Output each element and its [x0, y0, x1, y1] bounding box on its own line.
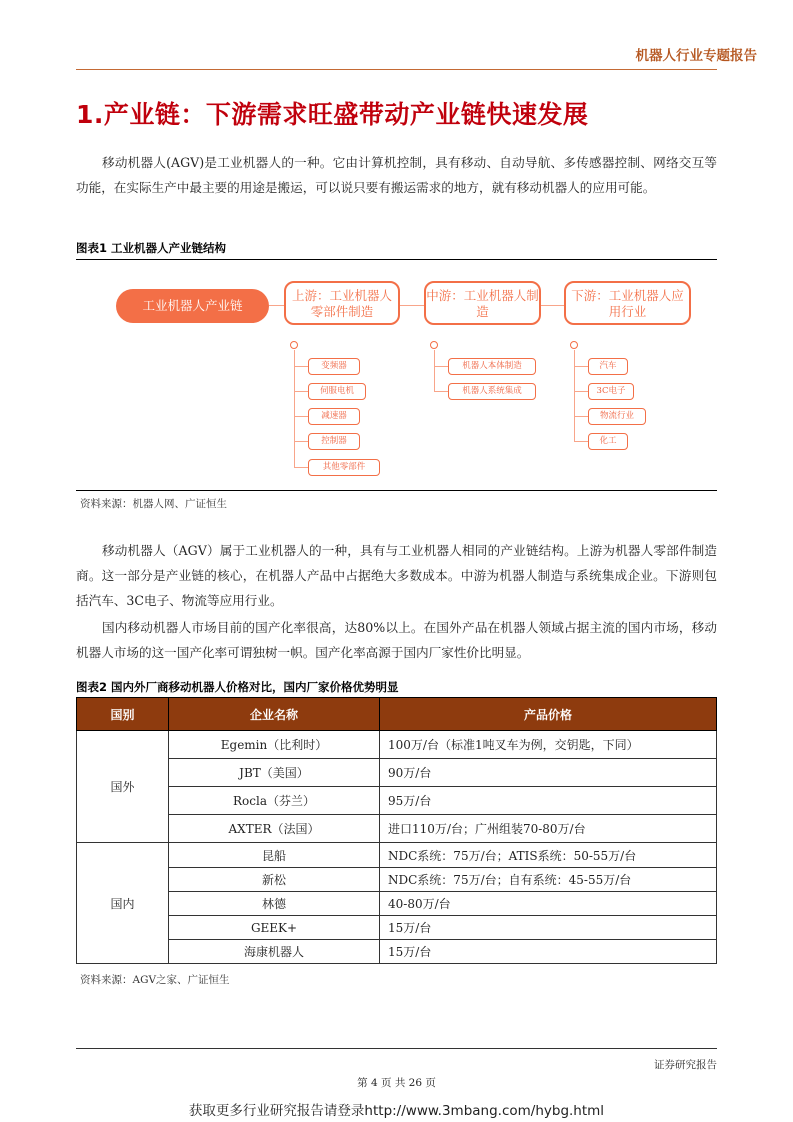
figure1-source: 资料来源：机器人网、广证恒生 [80, 498, 227, 510]
figure1-top-rule [76, 259, 717, 260]
header-price: 产品价格 [380, 698, 717, 731]
company-cell: 林德 [169, 892, 380, 916]
downstream-item: 化工 [588, 433, 628, 450]
price-cell: 15万/台 [380, 940, 717, 964]
branch-line [294, 416, 308, 417]
header-country: 国别 [77, 698, 169, 731]
table-row [77, 731, 717, 759]
price-cell: 40-80万/台 [380, 892, 717, 916]
downstream-item: 3C电子 [588, 383, 634, 400]
downstream-item: 汽车 [588, 358, 628, 375]
collapse-toggle-icon [290, 341, 298, 349]
connector-up-mid [400, 305, 424, 306]
price-cell: 进口110万/台；广州组装70-80万/台 [380, 815, 717, 843]
table-header-row [77, 698, 717, 731]
table-row [77, 843, 717, 868]
price-comparison-table [76, 697, 717, 964]
country-cell: 国内 [77, 843, 169, 964]
footer-divider [76, 1048, 717, 1049]
company-cell: 海康机器人 [169, 940, 380, 964]
company-cell: 昆船 [169, 843, 380, 868]
header-company: 企业名称 [169, 698, 380, 731]
table-row [77, 787, 717, 815]
price-cell: NDC系统：75万/台；自有系统：45-55万/台 [380, 868, 717, 892]
branch-line [574, 416, 588, 417]
midstream-item: 机器人本体制造 [448, 358, 536, 375]
header-divider [76, 69, 717, 70]
midstream-branch-line [434, 350, 435, 391]
upstream-stage: 上游：工业机器人零部件制造 [284, 281, 400, 325]
connector-root-upstream [269, 305, 284, 306]
country-cell: 国外 [77, 731, 169, 843]
branch-line [434, 366, 448, 367]
upstream-item: 变频器 [308, 358, 360, 375]
paragraph-agv-intro: 移动机器人(AGV)是工业机器人的一种。它由计算机控制，具有移动、自动导航、多传感器控制、网络交互等功能，在实际生产中最主要的用途是搬运，可以说只要有搬运需求的地方，就有移动机器人的应用可能。 [76, 155, 717, 195]
figure1-caption: 图表1 工业机器人产业链结构 [76, 241, 227, 255]
report-header-title: 机器人行业专题报告 [635, 48, 757, 64]
price-cell: 95万/台 [380, 787, 717, 815]
collapse-toggle-icon [430, 341, 438, 349]
midstream-item: 机器人系统集成 [448, 383, 536, 400]
page-number: 第 4 页 共 26 页 [357, 1077, 436, 1089]
company-cell: GEEK+ [169, 916, 380, 940]
table-row [77, 916, 717, 940]
company-cell: Rocla（芬兰） [169, 787, 380, 815]
paragraph-chain-structure: 移动机器人（AGV）属于工业机器人的一种，具有与工业机器人相同的产业链结构。上游为机器人零部件制造商。这一部分是产业链的核心，在机器人产品中占据绝大多数成本。中游为机器人制造与系统集成企业。下游则包括汽车、3C电子、物流等应用行业。 [76, 543, 717, 608]
table-row [77, 940, 717, 964]
price-cell: 90万/台 [380, 759, 717, 787]
connector-mid-down [541, 305, 564, 306]
footer-report-type: 证券研究报告 [654, 1059, 717, 1071]
downstream-branch-line [574, 350, 575, 441]
table-row [77, 815, 717, 843]
figure2-caption: 图表2 国内外厂商移动机器人价格对比，国内厂家价格优势明显 [76, 680, 399, 694]
price-cell: NDC系统：75万/台；ATIS系统：50-55万/台 [380, 843, 717, 868]
branch-line [294, 441, 308, 442]
price-cell: 15万/台 [380, 916, 717, 940]
table-row [77, 892, 717, 916]
table-row [77, 868, 717, 892]
figure1-bottom-rule [76, 490, 717, 491]
upstream-branch-line [294, 350, 295, 467]
collapse-toggle-icon [570, 341, 578, 349]
company-cell: Egemin（比利时） [169, 731, 380, 759]
branch-line [574, 366, 588, 367]
upstream-item: 控制器 [308, 433, 360, 450]
upstream-item: 减速器 [308, 408, 360, 425]
figure2-source: 资料来源：AGV之家、广证恒生 [80, 974, 230, 986]
downstream-item: 物流行业 [588, 408, 646, 425]
price-cell: 100万/台（标准1吨叉车为例，交钥匙，下同） [380, 731, 717, 759]
paragraph-localization: 国内移动机器人市场目前的国产化率很高，达80%以上。在国外产品在机器人领域占据主流的国内市场，移动机器人市场的这一国产化率可谓独树一帜。国产化率高源于国内厂家性价比明显。 [76, 620, 717, 660]
branch-line [434, 391, 448, 392]
industry-chain-diagram [76, 262, 717, 488]
downstream-stage: 下游：工业机器人应用行业 [564, 281, 691, 325]
chain-root-node: 工业机器人产业链 [116, 289, 269, 323]
promo-link[interactable]: 获取更多行业研究报告请登录http://www.3mbang.com/hybg.html [188, 1103, 605, 1119]
table-row [77, 759, 717, 787]
branch-line [574, 391, 588, 392]
company-cell: 新松 [169, 868, 380, 892]
company-cell: JBT（美国） [169, 759, 380, 787]
branch-line [294, 467, 308, 468]
section-heading: 1.产业链：下游需求旺盛带动产业链快速发展 [76, 100, 589, 129]
branch-line [574, 441, 588, 442]
upstream-item: 其他零部件 [308, 459, 380, 476]
upstream-item: 伺服电机 [308, 383, 366, 400]
branch-line [294, 366, 308, 367]
branch-line [294, 391, 308, 392]
company-cell: AXTER（法国） [169, 815, 380, 843]
midstream-stage: 中游：工业机器人制造 [424, 281, 541, 325]
